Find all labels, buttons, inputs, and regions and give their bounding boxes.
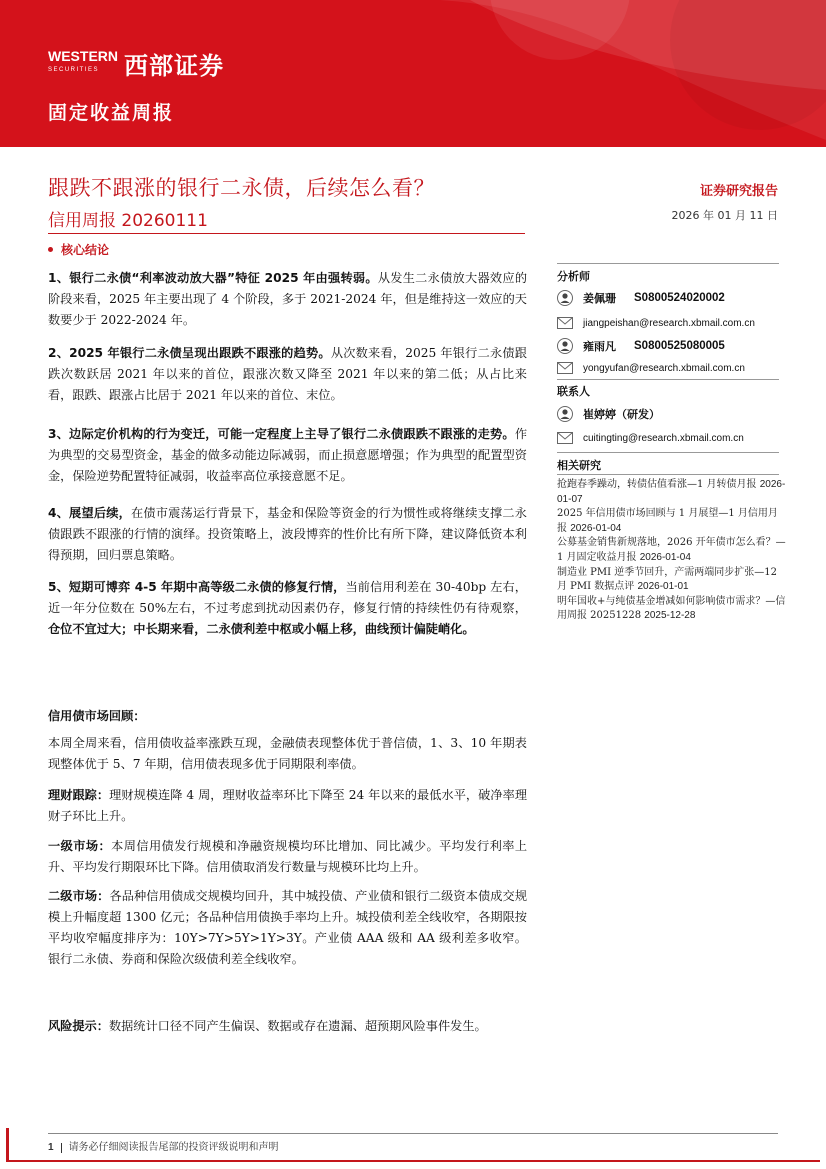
analyst-2-email-row[interactable]	[557, 362, 745, 374]
primary-market	[48, 836, 527, 878]
person-icon	[557, 338, 573, 354]
wealth-tracking	[48, 785, 527, 827]
analyst-1-license: S0800524020002	[634, 292, 725, 304]
contact-person	[557, 406, 660, 422]
review-heading-text: 信用债市场回顾：	[48, 709, 146, 723]
report-subtitle: 信用周报 20260111	[48, 211, 208, 231]
footer-divider	[48, 1133, 778, 1134]
sidebar-divider	[557, 452, 779, 453]
core-point-5-bold2: 仓位不宜过大；中长期来看，二永债利差中枢或小幅上移，曲线预计偏陡峭化。	[48, 622, 475, 636]
core-heading	[48, 241, 109, 258]
core-point-4	[48, 503, 527, 566]
bullet-icon	[48, 247, 53, 252]
footer-separator	[61, 1143, 62, 1153]
footer	[48, 1138, 279, 1153]
related-title[interactable]: 2025 年信用债市场回顾与 1 月展望—1 月信用月报	[557, 508, 778, 534]
wealth-text: 理财规模连降 4 周，理财收益率环比下降至 24 年以来的最低水平，破净率理财子环比上升。	[48, 788, 528, 823]
analyst-heading: 分析师	[557, 270, 590, 283]
related-title[interactable]: 公募基金销售新规落地，2026 开年债市怎么看？—1 月固定收益月报	[557, 537, 786, 563]
related-date: 2026-01-04	[570, 522, 622, 534]
header-banner	[0, 0, 826, 147]
logo-english	[48, 50, 118, 76]
mail-icon	[557, 432, 573, 444]
sidebar-divider	[557, 263, 779, 264]
wealth-label: 理财跟踪：	[48, 788, 110, 802]
risk-label: 风险提示：	[48, 1019, 109, 1033]
logo-en-sub: SECURITIES	[48, 67, 100, 73]
core-point-3-bold: 3、边际定价机构的行为变迁，可能一定程度上主导了银行二永债跟跌不跟涨的走势。	[48, 427, 515, 441]
risk-warning	[48, 1016, 527, 1037]
contact-email-row[interactable]	[557, 432, 744, 444]
core-heading-text: 核心结论	[61, 243, 110, 257]
logo-en-text: WESTERN	[48, 48, 118, 64]
corner-decoration	[6, 1128, 9, 1162]
related-title[interactable]: 制造业 PMI 逆季节回升，产需两端同步扩张—12 月 PMI 数据点评	[557, 566, 777, 593]
analyst-2-email[interactable]: yongyufan@research.xbmail.com.cn	[583, 362, 745, 374]
report-title: 跟跌不跟涨的银行二永债，后续怎么看？	[48, 176, 435, 200]
core-point-4-bold: 4、展望后续，	[48, 506, 131, 520]
analyst-1-name: 姜佩珊	[583, 292, 616, 305]
analyst-1-email[interactable]: jiangpeishan@research.xbmail.com.cn	[583, 317, 755, 329]
core-point-3-text: 作为典型的交易型资金，基金的做多动能边际减弱，而止损意愿增强；作为典型的配置型资金，保险逆势配置特征减弱，收益率高位承接意愿不足。	[48, 427, 527, 483]
sidebar-divider	[557, 379, 779, 380]
related-research-list	[557, 478, 787, 624]
core-point-5-text: 当前信用利差在 30-40bp 左右，近一年分位数在 50%左右，不过考虑到扰动因素仍存，修复行情的持续性仍有待观察，	[48, 580, 527, 615]
related-date: 2026-01-04	[639, 551, 691, 563]
related-date: 2026-01-07	[557, 479, 786, 505]
core-point-1-bold: 1、银行二永债“利率波动放大器”特征 2025 年由强转弱。	[48, 271, 378, 285]
analyst-2	[557, 338, 725, 354]
analyst-2-license: S0800525080005	[634, 340, 725, 352]
analyst-2-name: 雍雨凡	[583, 340, 616, 353]
report-type: 证券研究报告	[699, 184, 778, 199]
core-point-5	[48, 577, 527, 640]
primary-text: 本周信用债发行规模和净融资规模均环比增加、同比减少。平均发行利率上升、平均发行期限环比下降。信用债取消发行数量与规模环比均上升。	[48, 839, 528, 874]
secondary-label: 二级市场：	[48, 889, 110, 903]
core-point-1-text: 从发生二永债放大器效应的阶段来看，2025 年主要出现了 4 个阶段，多于 2021-2024 年，但是维持这一效应的天数要少于 2022-2024 年。	[48, 271, 528, 327]
footer-disclaimer: 请务必仔细阅读报告尾部的投资评级说明和声明	[68, 1142, 279, 1153]
contact-email[interactable]: cuitingting@research.xbmail.com.cn	[583, 432, 744, 444]
review-text: 本周全周来看，信用债收益率涨跌互现，金融债表现整体优于普信债，1、3、10 年期表现整体优于 5、7 年期，信用债表现多优于同期限利率债。	[48, 736, 527, 771]
bottom-red-rule	[6, 1160, 820, 1162]
analyst-1-email-row[interactable]	[557, 317, 755, 329]
list-item[interactable]	[557, 507, 787, 536]
secondary-text: 各品种信用债成交规模均回升，其中城投债、产业债和银行二级资本债成交规模上升幅度超 1300 亿元；各品种信用债换手率均上升。城投债利差全线收窄，各期限按平均收窄幅度排序为：10Y>7Y>5Y>1Y>3Y。产业债 AAA 级和 AA 级利差多收窄。银行二永债、券商和保险次级债利差全线收窄。	[48, 889, 528, 966]
page-number: 1	[48, 1142, 54, 1153]
core-point-2	[48, 343, 527, 406]
review-heading	[48, 706, 527, 727]
core-point-2-bold: 2、2025 年银行二永债呈现出跟跌不跟涨的趋势。	[48, 346, 331, 360]
list-item[interactable]	[557, 595, 787, 624]
mail-icon	[557, 362, 573, 374]
core-point-2-text: 从次数来看，2025 年银行二永债跟跌次数跃居 2021 年以来的首位，跟涨次数又降至 2021 年以来的第二低；从占比来看，跟跌、跟涨占比居于 2021 年以来的首位、末位。	[48, 346, 527, 402]
mail-icon	[557, 317, 573, 329]
contact-heading: 联系人	[557, 385, 590, 398]
related-date: 2025-12-28	[644, 610, 696, 622]
company-logo	[48, 46, 224, 80]
person-icon	[557, 406, 573, 422]
contact-name: 崔婷婷（研发）	[583, 408, 660, 421]
list-item[interactable]	[557, 566, 787, 595]
risk-text: 数据统计口径不同产生偏误、数据或存在遗漏、超预期风险事件发生。	[108, 1019, 487, 1033]
report-date: 2026 年 01 月 11 日	[671, 209, 778, 222]
related-title[interactable]: 抢跑春季躁动，转债估值看涨—1 月转债月报	[557, 479, 757, 490]
related-date: 2026-01-01	[637, 581, 689, 593]
list-item[interactable]	[557, 536, 787, 565]
analyst-1	[557, 290, 725, 306]
related-title[interactable]: 明年国收+与纯债基金增减如何影响债市需求？—信用周报 20251228	[557, 595, 786, 622]
core-point-4-text: 在债市震荡运行背景下，基金和保险等资金的行为惯性或将继续支撑二永债跟跌不跟涨的行情的演绎。投资策略上，波段博弈的性价比有所下降，建议降低资本利得预期，回归票息策略。	[48, 506, 527, 562]
core-point-3	[48, 424, 527, 487]
logo-chinese: 西部证券	[124, 51, 224, 80]
related-heading: 相关研究	[557, 459, 601, 472]
section-title: 固定收益周报	[48, 102, 175, 124]
title-divider	[48, 233, 525, 234]
primary-label: 一级市场：	[48, 839, 112, 853]
list-item[interactable]	[557, 478, 787, 507]
person-icon	[557, 290, 573, 306]
core-point-5-bold: 5、短期可博弈 4-5 年期中高等级二永债的修复行情，	[48, 580, 346, 594]
secondary-market	[48, 886, 527, 970]
sidebar-divider	[557, 474, 779, 475]
core-point-1	[48, 268, 527, 331]
